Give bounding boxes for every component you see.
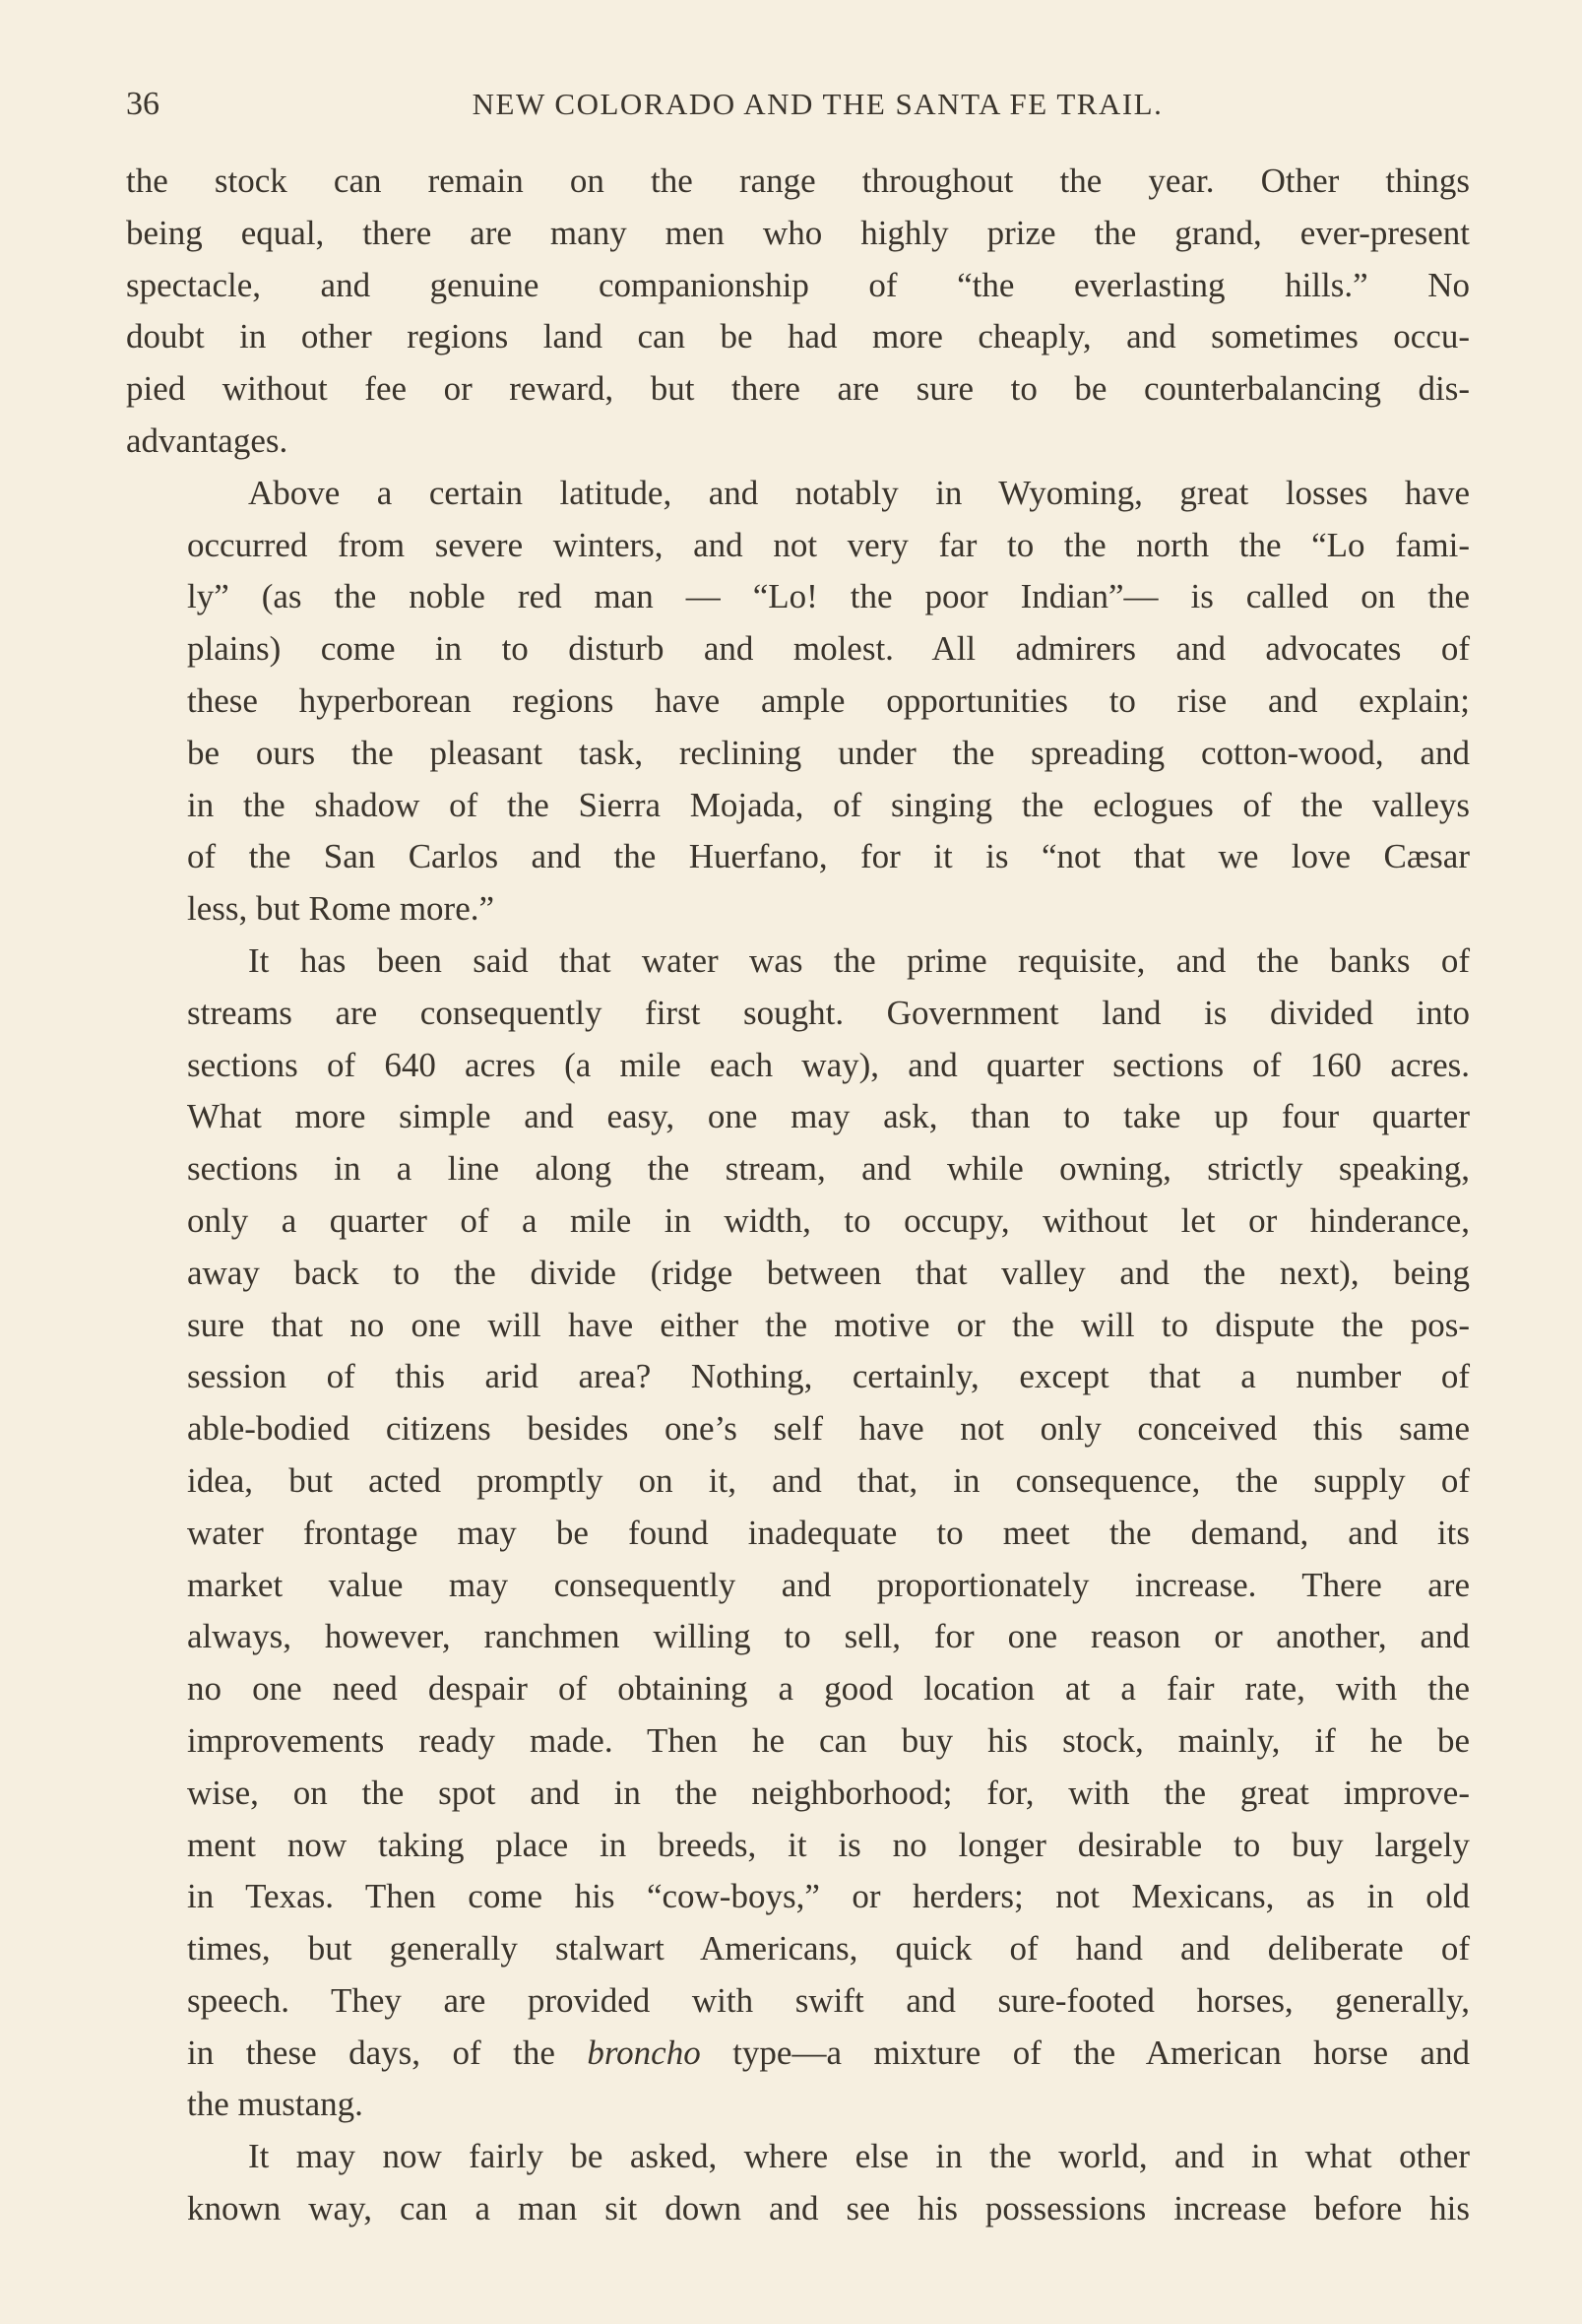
text-line: doubt in other regions land can be had more cheaply, and sometimes occu- — [126, 317, 1470, 356]
text-line: known way, can a man sit down and see his possessions increase before his — [187, 2189, 1470, 2228]
text-line: sure that no one will have either the motive or the will to dispute the pos- — [187, 1305, 1470, 1344]
text-line: in the shadow of the Sierra Mojada, of singing the eclogues of the valleys — [187, 785, 1470, 824]
text-line: Above a certain latitude, and notably in Wyoming, great losses have — [248, 473, 1470, 512]
text-line: the stock can remain on the range throughout the year. Other things — [126, 161, 1470, 200]
text-line: pied without fee or reward, but there are sure to be counterbalancing dis- — [126, 369, 1470, 409]
text-line: always, however, ranchmen willing to sell, for one reason or another, and — [187, 1617, 1470, 1656]
text-line: idea, but acted promptly on it, and that, in consequence, the supply of — [187, 1460, 1470, 1500]
text-segment: type—a mixture of the American horse and — [732, 2033, 1471, 2072]
text-line: What more simple and easy, one may ask, than to take up four quarter — [187, 1097, 1470, 1136]
running-head: NEW COLORADO AND THE SANTA FE TRAIL. — [472, 87, 1164, 121]
text-line: in Texas. Then come his “cow-boys,” or herders; not Mexicans, as in old — [187, 1877, 1470, 1916]
text-line: wise, on the spot and in the neighborhood; for, with the great improve- — [187, 1773, 1470, 1812]
text-line: occurred from severe winters, and not very far to the north the “Lo fami- — [187, 525, 1470, 564]
text-line: only a quarter of a mile in width, to occupy, without let or hinderance, — [187, 1200, 1470, 1240]
text-line: able-bodied citizens besides one’s self have not only conceived this same — [187, 1409, 1470, 1449]
text-line: plains) come in to disturb and molest. All admirers and advocates of — [187, 629, 1470, 669]
text-line: ment now taking place in breeds, it is no longer desirable to buy largely — [187, 1825, 1470, 1864]
text-line: these hyperborean regions have ample opportunities to rise and explain; — [187, 680, 1470, 720]
text-line: water frontage may be found inadequate to meet the demand, and its — [187, 1513, 1470, 1552]
text-line: session of this arid area? Nothing, certainly, except that a number of — [187, 1357, 1470, 1396]
text-line: no one need despair of obtaining a good location at a fair rate, with the — [187, 1669, 1470, 1709]
text-line: streams are consequently first sought. Government land is divided into — [187, 993, 1470, 1032]
text-line: improvements ready made. Then he can buy his stock, mainly, if he be — [187, 1720, 1470, 1760]
text-line: It has been said that water was the prime requisite, and the banks of — [248, 940, 1470, 980]
text-line: advantages. — [126, 420, 288, 460]
body-text — [126, 156, 1470, 2235]
text-line: speech. They are provided with swift and sure-footed horses, generally, — [187, 1980, 1470, 2020]
page-header — [126, 83, 1470, 132]
page-number: 36 — [126, 86, 159, 122]
text-line: times, but generally stalwart Americans, quick of hand and deliberate of — [187, 1929, 1470, 1969]
text-line: be ours the pleasant task, reclining under the spreading cotton-wood, and — [187, 733, 1470, 772]
text-line: market value may consequently and proportionately increase. There are — [187, 1565, 1470, 1604]
paragraph — [126, 156, 1470, 468]
text-line: of the San Carlos and the Huerfano, for it is “not that we love Cæsar — [187, 837, 1470, 876]
text-segment: in these days, of the — [187, 2033, 555, 2072]
text-line: ly” (as the noble red man — “Lo! the poor Indian”— is called on the — [187, 577, 1470, 616]
text-line: spectacle, and genuine companionship of “the everlasting hills.” No — [126, 265, 1470, 304]
text-line: sections of 640 acres (a mile each way), and quarter sections of 160 acres. — [187, 1045, 1470, 1084]
paragraph — [126, 468, 1470, 936]
text-line: sections in a line along the stream, and while owning, strictly speaking, — [187, 1149, 1470, 1189]
text-line: being equal, there are many men who highly prize the grand, ever-present — [126, 213, 1470, 252]
text-line: the mustang. — [187, 2085, 363, 2124]
text-line: less, but Rome more.” — [187, 889, 495, 929]
text-line: It may now fairly be asked, where else in the world, and in what other — [248, 2137, 1470, 2176]
paragraph — [126, 936, 1470, 2131]
text-line-with-italic — [126, 2028, 1470, 2080]
paragraph — [126, 2131, 1470, 2235]
text-line: away back to the divide (ridge between that valley and the next), being — [187, 1253, 1470, 1292]
italic-word: broncho — [587, 2033, 701, 2072]
